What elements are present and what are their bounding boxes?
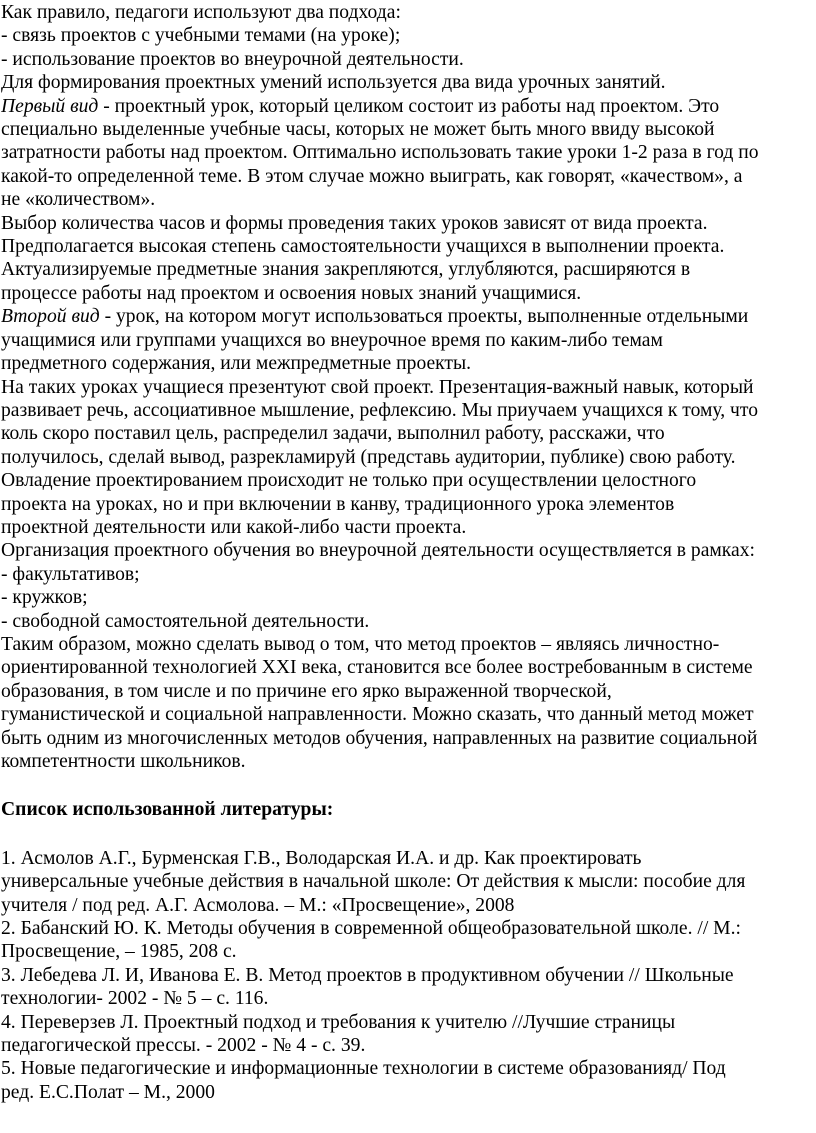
reference-line: 1. Асмолов А.Г., Бурменская Г.В., Володарская И.А. и др. Как проектировать	[1, 847, 642, 869]
text-fragment: - проектный урок, который целиком состоит из работы над проектом. Это	[98, 95, 720, 117]
text-line: затратности работы над проектом. Оптимально использовать такие уроки 1-2 раза в год по	[1, 142, 759, 164]
text-line: На таких уроках учащиеся презентуют свой проект. Презентация-важный навык, который	[1, 376, 754, 398]
text-line: проекта на уроках, но и при включении в канву, традиционного урока элементов	[1, 493, 675, 515]
text-line	[1, 95, 812, 118]
text-fragment: - урок, на котором могут использоваться проекты, выполненные отдельными	[99, 306, 749, 328]
text-line: процессе работы над проектом и освоения новых знаний учащимися.	[1, 282, 582, 304]
text-line: гуманистической и социальной направленности. Можно сказать, что данный метод может	[1, 704, 754, 726]
reference-line: универсальные учебные действия в начальной школе: От действия к мысли: пособие для	[1, 871, 746, 893]
text-line	[1, 305, 812, 328]
text-line: Выбор количества часов и формы проведения таких уроков зависят от вида проекта.	[1, 212, 708, 234]
list-item: - свободной самостоятельной деятельности.	[1, 610, 370, 632]
text-line: Для формирования проектных умений используется два вида урочных занятий.	[1, 72, 666, 94]
list-item: - кружков;	[1, 587, 88, 609]
references-heading: Список использованной литературы:	[1, 799, 334, 821]
reference-line: 5. Новые педагогические и информационные технологии в системе образованияд/ Под	[1, 1058, 726, 1080]
term-second-kind: Второй вид	[1, 306, 100, 328]
reference-line: педагогической прессы. - 2002 - № 4 - с. 39.	[1, 1035, 366, 1057]
text-line: Предполагается высокая степень самостоятельности учащихся в выполнении проекта.	[1, 236, 725, 258]
list-item: - факультативов;	[1, 563, 140, 585]
text-line: не «количеством».	[1, 189, 156, 211]
reference-line: учителя / под ред. А.Г. Асмолова. – М.: «Просвещение», 2008	[1, 894, 515, 916]
text-line: развивает речь, ассоциативное мышление, рефлексию. Мы приучаем учащихся к тому, что	[1, 399, 759, 421]
text-line: ориентированной технологией XXI века, становится все более востребованным в системе	[1, 657, 753, 679]
text-line: Как правило, педагоги используют два подхода:	[1, 2, 401, 23]
spacer	[1, 822, 812, 847]
text-line: образования, в том числе и по причине его ярко выраженной творческой,	[1, 680, 612, 702]
text-line: Овладение проектированием происходит не только при осуществлении целостного	[1, 470, 697, 492]
reference-line: 3. Лебедева Л. И, Иванова Е. В. Метод проектов в продуктивном обучении // Школьные	[1, 964, 734, 986]
text-line: быть одним из многочисленных методов обучения, направленных на развитие социальной	[1, 727, 758, 749]
text-line: - связь проектов с учебными темами (на уроке);	[1, 25, 401, 47]
text-line: проектной деятельности или какой-либо части проекта.	[1, 516, 467, 538]
text-line: специально выделенные учебные часы, которых не может быть много ввиду высокой	[1, 119, 715, 141]
references-list	[1, 847, 812, 1104]
text-line: Организация проектного обучения во внеурочной деятельности осуществляется в рамках:	[1, 540, 755, 562]
text-line: предметного содержания, или межпредметные проекты.	[1, 353, 472, 375]
text-line: учащимися или группами учащихся во внеурочное время по каким-либо темам	[1, 329, 663, 351]
body-text	[1, 1, 812, 773]
reference-line: 2. Бабанский Ю. К. Методы обучения в современной общеобразовательной школе. // М.:	[1, 918, 741, 940]
reference-line: ред. Е.С.Полат – М., 2000	[1, 1081, 215, 1103]
reference-line: 4. Переверзев Л. Проектный подход и требования к учителю //Лучшие страницы	[1, 1011, 676, 1033]
term-first-kind: Первый вид	[1, 95, 99, 117]
text-line: получилось, сделай вывод, разрекламируй (представь аудитории, публике) свою работу.	[1, 446, 736, 468]
text-line: Актуализируемые предметные знания закрепляются, углубляются, расширяются в	[1, 259, 691, 281]
reference-line: Просвещение, – 1985, 208 с.	[1, 941, 237, 963]
text-line: - использование проектов во внеурочной деятельности.	[1, 48, 464, 70]
spacer	[1, 773, 812, 798]
text-line: коль скоро поставил цель, распределил задачи, выполнил работу, расскажи, что	[1, 423, 665, 445]
text-line: Таким образом, можно сделать вывод о том, что метод проектов – являясь личностно-	[1, 633, 720, 655]
text-line: компетентности школьников.	[1, 751, 246, 772]
text-line: какой-то определенной теме. В этом случае можно выиграть, как говорят, «качеством», а	[1, 165, 743, 187]
reference-line: технологии- 2002 - № 5 – с. 116.	[1, 988, 269, 1010]
